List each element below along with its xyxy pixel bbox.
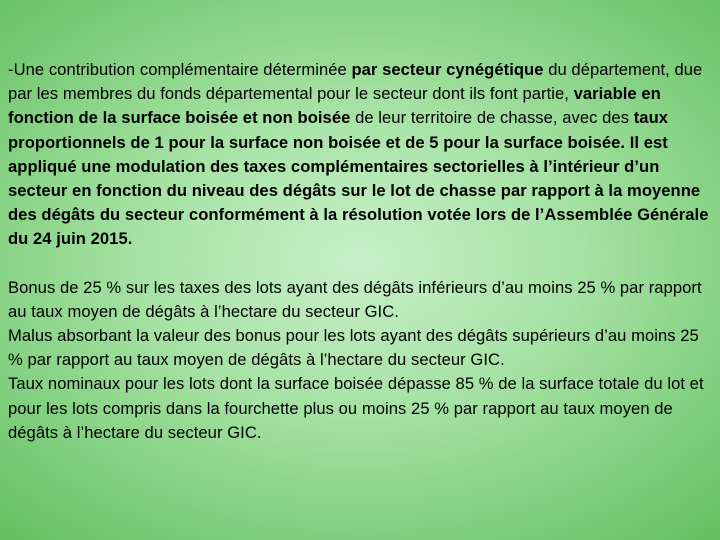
bonus-paragraph: Bonus de 25 % sur les taxes des lots ayant des dégâts inférieurs d’au moins 25 % par rapport au taux moyen de dégâts à l’hectare du secteur GIC.	[8, 277, 702, 321]
intro-bold-variable: variable en fonction de la surface boisée et non boisée	[8, 84, 661, 128]
intro-bold-sector: par secteur cynégétique	[351, 60, 544, 79]
intro-bold-rates: taux proportionnels de 1 pour la surface non boisée et de 5 pour la surface boisée. Il est appliqué une modulation des taxes complémentaires sectorielles à l’intérieur d’un secteur en fonction du niveau des dégâts sur le lot de chasse par rapport à la moyenne des dégâts du secteur conformément à la résolution votée lors de l’Assemblée Générale du 24 juin 2015.	[8, 108, 709, 249]
intro-text: du département, due par les membres du fonds départemental pour le secteur dont ils font partie,	[8, 60, 703, 104]
malus-paragraph: Malus absorbant la valeur des bonus pour les lots ayant des dégâts supérieurs d’au moins 25 % par rapport au taux moyen de dégâts à l’hectare du secteur GIC.	[8, 326, 699, 370]
intro-text: -Une contribution complémentaire déterminée	[8, 60, 352, 79]
paragraph-spacer	[8, 252, 714, 276]
intro-text: de leur territoire de chasse, avec des	[350, 108, 634, 128]
intro-paragraph	[8, 58, 714, 252]
nominal-rates-paragraph: Taux nominaux pour les lots dont la surface boisée dépasse 85 % de la surface totale du lot et pour les lots compris dans la fourchette plus ou moins 25 % par rapport au taux moyen de dégâts à l’hectare du secteur GIC.	[8, 374, 704, 442]
